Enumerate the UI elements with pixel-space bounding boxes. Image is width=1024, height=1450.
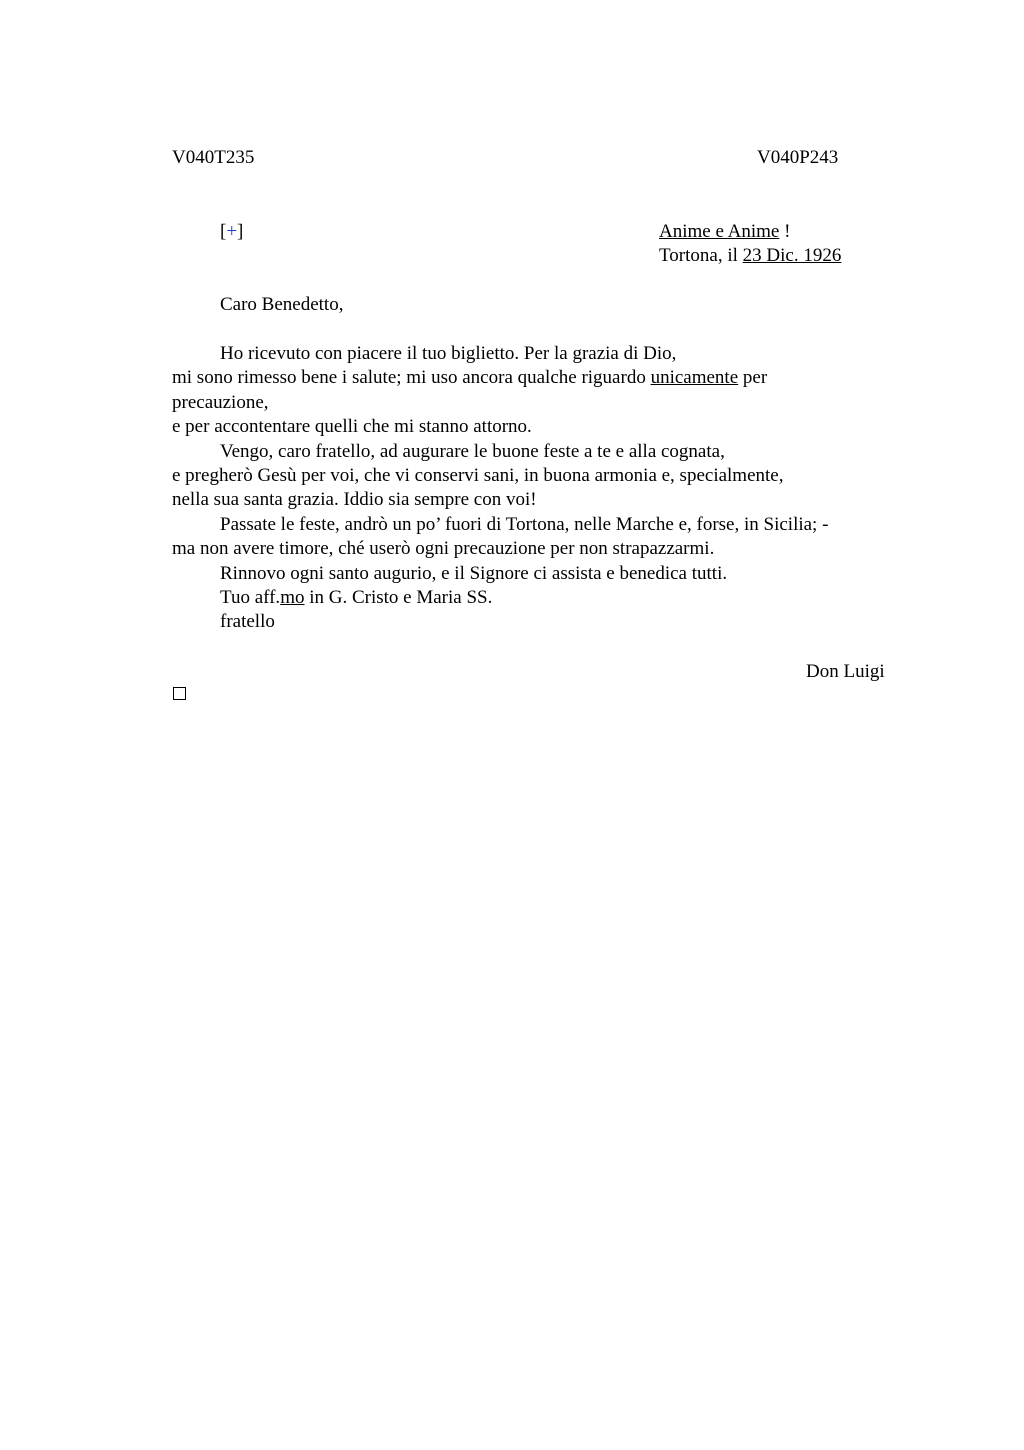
right-code: V040P243 xyxy=(757,147,839,168)
body-line: e pregherò Gesù per voi, che vi conservi sani, in buona armonia e, specialmente, xyxy=(172,464,784,486)
body-line: Passate le feste, andrò un po’ fuori di Tortona, nelle Marche e, forse, in Sicilia; - xyxy=(220,513,829,535)
letter-date: 23 Dic. 1926 xyxy=(742,245,842,266)
closing-line: Tuo aff.mo in G. Cristo e Maria SS. xyxy=(220,586,493,608)
cross-mark: [+] xyxy=(220,221,244,242)
body-line: ma non avere timore, ché userò ogni precauzione per non strapazzarmi. xyxy=(172,538,715,560)
end-square-icon xyxy=(173,687,186,700)
motto: Anime e Anime ! xyxy=(659,221,791,242)
body-line: Vengo, caro fratello, ad augurare le buone feste a te e alla cognata, xyxy=(220,440,725,462)
closing-line: fratello xyxy=(220,611,275,633)
body-line: e per accontentare quelli che mi stanno attorno. xyxy=(172,416,532,438)
left-code: V040T235 xyxy=(172,147,255,168)
signature: Don Luigi xyxy=(806,661,885,682)
body-line: Ho ricevuto con piacere il tuo biglietto. Per la grazia di Dio, xyxy=(220,343,677,364)
cross-icon: + xyxy=(226,221,238,242)
body-line: precauzione, xyxy=(172,391,269,413)
body-line: mi sono rimesso bene i salute; mi uso ancora qualche riguardo unicamente per xyxy=(172,367,768,389)
body-line: nella sua santa grazia. Iddio sia sempre con voi! xyxy=(172,489,537,511)
place-date: Tortona, il 23 Dic. 1926 xyxy=(659,245,842,266)
letter-body xyxy=(172,342,902,635)
salutation: Caro Benedetto, xyxy=(220,294,344,315)
body-line: Rinnovo ogni santo augurio, e il Signore ci assista e benedica tutti. xyxy=(220,562,728,584)
